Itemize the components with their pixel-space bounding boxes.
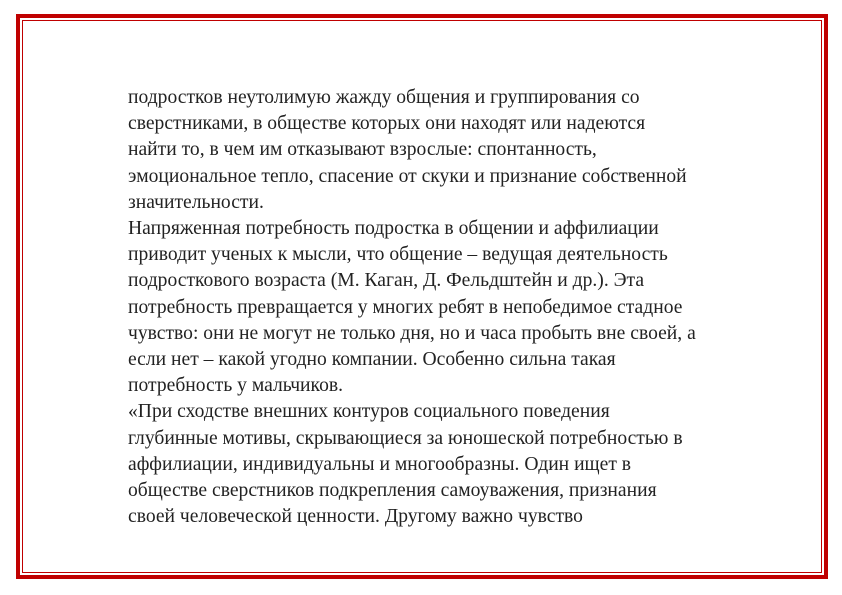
text-line: глубинные мотивы, скрывающиеся за юношеской потребностью в: [128, 427, 683, 449]
text-line: значительности.: [128, 191, 264, 213]
text-line: приводит ученых к мысли, что общение – ведущая деятельность: [128, 244, 668, 266]
body-text: [128, 85, 768, 530]
text-line: найти то, в чем им отказывают взрослые: спонтанность,: [128, 139, 597, 161]
text-line: «При сходстве внешних контуров социального поведения: [128, 401, 610, 423]
text-line: подростков неутолимую жажду общения и группирования со: [128, 87, 640, 108]
text-line: если нет – какой угодно компании. Особенно сильна такая: [128, 349, 616, 371]
text-line: подросткового возраста (М. Каган, Д. Фельдштейн и др.). Эта: [128, 270, 645, 292]
text-line: потребность у мальчиков.: [128, 375, 344, 397]
text-line: сверстниками, в обществе которых они находят или надеются: [128, 113, 646, 135]
text-line: эмоциональное тепло, спасение от скуки и признание собственной: [128, 165, 687, 187]
text-line: своей человеческой ценности. Другому важно чувство: [128, 506, 583, 528]
text-line: чувство: они не могут не только дня, но и часа пробыть вне своей, а: [128, 322, 696, 344]
text-line: Напряженная потребность подростка в общении и аффилиации: [128, 218, 659, 240]
text-line: аффилиации, индивидуальны и многообразны. Один ищет в: [128, 453, 632, 475]
text-line: потребность превращается у многих ребят в непобедимое стадное: [128, 296, 683, 318]
text-line: обществе сверстников подкрепления самоуважения, признания: [128, 480, 657, 502]
